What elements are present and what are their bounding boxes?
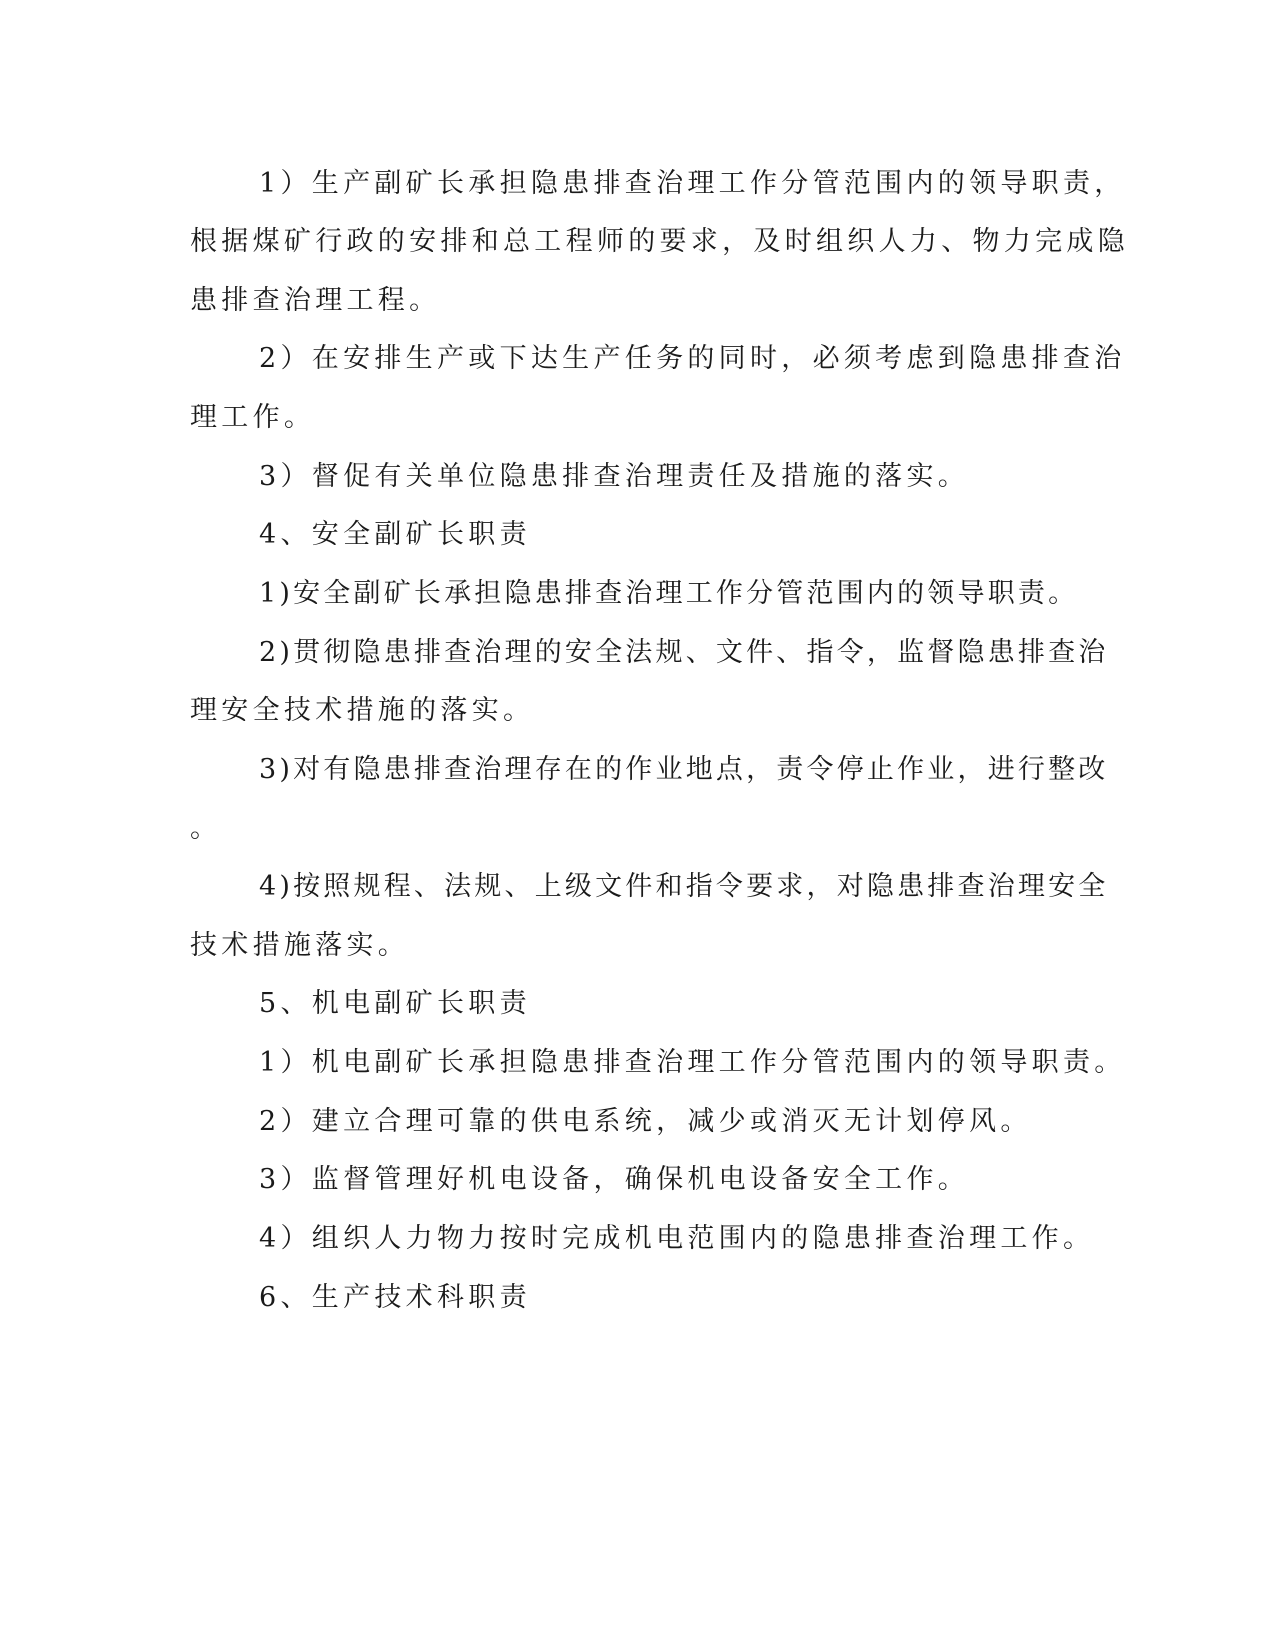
text-line: 2）在安排生产或下达生产任务的同时，必须考虑到隐患排查治 bbox=[259, 343, 1126, 374]
section-heading: 6、生产技术科职责 bbox=[259, 1282, 531, 1313]
text-line: 1）生产副矿长承担隐患排查治理工作分管范围内的领导职责， bbox=[259, 168, 1126, 199]
text-line: 3）督促有关单位隐患排查治理责任及措施的落实。 bbox=[259, 461, 970, 492]
text-line: 理工作。 bbox=[190, 402, 316, 433]
text-line: 1）机电副矿长承担隐患排查治理工作分管范围内的领导职责。 bbox=[259, 1047, 1126, 1078]
text-line: 。 bbox=[190, 813, 222, 844]
text-line: 4）组织人力物力按时完成机电范围内的隐患排查治理工作。 bbox=[259, 1223, 1095, 1254]
section-heading: 5、机电副矿长职责 bbox=[259, 988, 531, 1019]
text-line: 患排查治理工程。 bbox=[190, 285, 441, 316]
text-line: 技术措施落实。 bbox=[190, 930, 410, 961]
text-line: 3）监督管理好机电设备，确保机电设备安全工作。 bbox=[259, 1164, 970, 1195]
text-line: 1)安全副矿长承担隐患排查治理工作分管范围内的领导职责。 bbox=[259, 578, 1079, 609]
text-line: 4)按照规程、法规、上级文件和指令要求，对隐患排查治理安全 bbox=[259, 871, 1109, 902]
text-line: 2）建立合理可靠的供电系统，减少或消灭无计划停风。 bbox=[259, 1106, 1032, 1137]
text-line: 根据煤矿行政的安排和总工程师的要求，及时组织人力、物力完成隐 bbox=[190, 226, 1129, 257]
text-line: 2)贯彻隐患排查治理的安全法规、文件、指令，监督隐患排查治 bbox=[259, 637, 1109, 668]
text-line: 理安全技术措施的落实。 bbox=[190, 695, 535, 726]
text-line: 3)对有隐患排查治理存在的作业地点，责令停止作业，进行整改 bbox=[259, 754, 1109, 785]
section-heading: 4、安全副矿长职责 bbox=[259, 519, 531, 550]
